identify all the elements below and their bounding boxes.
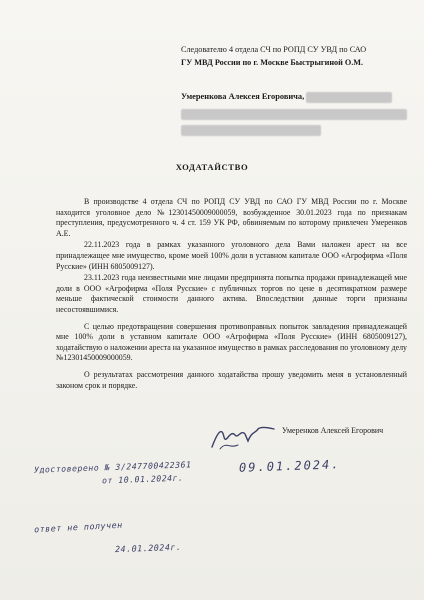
paragraph-3: 23.11.2023 года неизвестными мне лицами предпринята попытка продажи принадлежащей мне доли в ООО «Агрофирма «Поля Русские» с публичных торгов по цене в десятикратном размере меньше фактической стоимости данного актива. Впоследствии данные торги признаны несостоявшимися. — [56, 273, 407, 314]
paragraph-5: О результатах рассмотрения данного ходатайства прошу уведомить меня в установленный законом срок и порядке. — [56, 369, 407, 390]
sender-name: Умеренкова Алексея Егоровича, — [181, 92, 305, 101]
redacted-address-line-2 — [181, 125, 321, 136]
handwritten-registration-number: Удостоверено № 3/247700422361 — [33, 459, 192, 475]
redacted-sender-detail — [306, 92, 392, 103]
redacted-address-line-1 — [181, 109, 407, 120]
addressee-line-2: ГУ МВД России по г. Москве Быстрыгиной О.М. — [181, 57, 364, 67]
handwritten-date: 09.01.2024. — [238, 457, 341, 475]
document-title: ХОДАТАЙСТВО — [175, 162, 249, 172]
paragraph-1: В производстве 4 отдела СЧ по РОПД СУ УВД по САО ГУ МВД России по г. Москве находится уголовное дело №12301450009000059, возбужденное 30.01.2023 года по признакам преступления, предусмотренного ч. 4 ст. 159 УК РФ, обвиняемым по которому привлечен Умеренков А.Е. — [56, 197, 407, 238]
addressee-line-1: Следователю 4 отдела СЧ по РОПД СУ УВД по САО — [181, 45, 367, 54]
handwritten-reply-date: 24.01.2024г. — [114, 541, 182, 555]
signer-name: Умеренков Алексей Егорович — [282, 426, 384, 435]
handwritten-signature — [208, 423, 278, 451]
document-body — [56, 197, 407, 392]
paragraph-2: 22.11.2023 года в рамках указанного уголовного дела Вами наложен арест на все принадлежащее мне имущество, кроме моей 100% доли в уставном капитале ООО «Агрофирма «Поля Русские» (ИНН 6805009127). — [56, 240, 407, 271]
handwritten-reply-note: ответ не получен — [33, 519, 123, 535]
handwritten-registration-date: от 10.01.2024г. — [101, 472, 184, 486]
sender-block — [181, 90, 407, 136]
paragraph-4: С целью предотвращения совершения противоправных попыток завладения принадлежащей мне 100% доли в уставном капитале ООО «Агрофирма «Поля Русские» (ИНН 6805009127), ходатайствую о наложении ареста на указанное имущество в рамках расследования по уголовному делу №12301450009000059. — [56, 321, 407, 363]
addressee-block — [181, 44, 407, 69]
